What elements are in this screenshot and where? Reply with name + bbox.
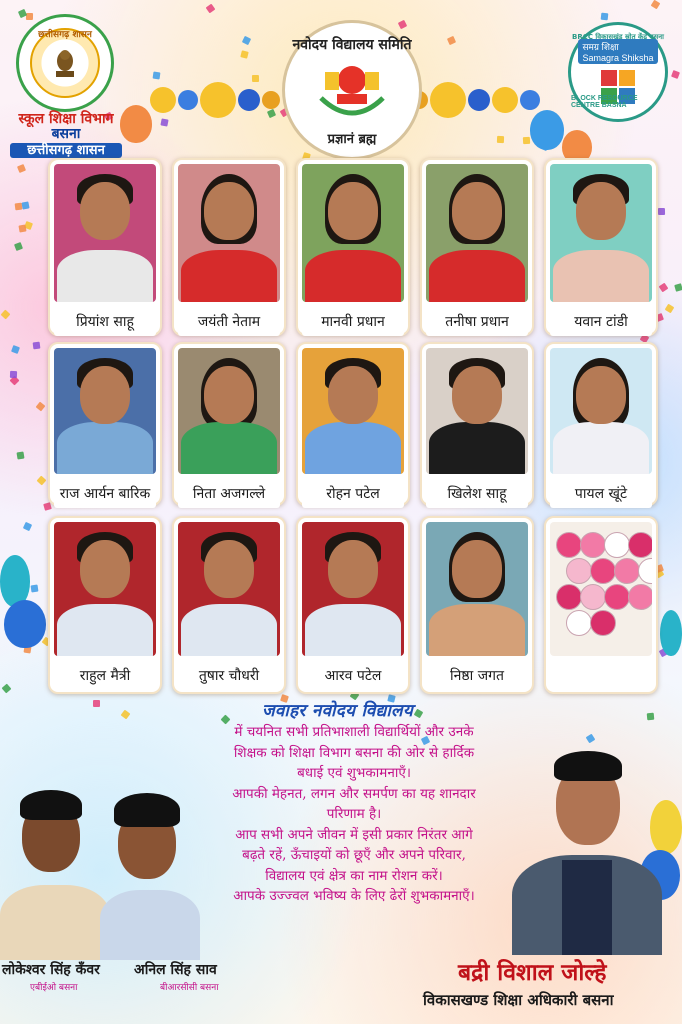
confetti-piece xyxy=(447,36,456,45)
confetti-piece xyxy=(10,371,17,378)
confetti-piece xyxy=(601,13,609,21)
confetti-piece xyxy=(35,402,45,412)
flower-garland-left xyxy=(150,80,280,120)
student-photo xyxy=(302,348,404,474)
message-line: आप सभी अपने जीवन में इसी प्रकार निरंतर आगे xyxy=(235,826,473,843)
student-uniform xyxy=(305,250,401,302)
confetti-piece xyxy=(37,476,47,486)
samagra-badge-hindi: समग्र शिक्षा xyxy=(582,41,619,52)
confetti-piece xyxy=(17,163,26,172)
confetti-piece xyxy=(120,709,130,719)
student-photo xyxy=(302,164,404,302)
rose-icon xyxy=(614,558,640,584)
student-uniform xyxy=(429,422,525,474)
student-face xyxy=(80,182,130,240)
officer-role: विकासखण्ड शिक्षा अधिकारी बसना xyxy=(423,991,614,1009)
student-card xyxy=(296,158,410,336)
student-photo xyxy=(54,522,156,656)
student-name: निता अजगल्ले xyxy=(178,478,280,508)
department-name xyxy=(10,112,122,158)
rose-icon xyxy=(556,532,582,558)
student-name: प्रियांश साहू xyxy=(54,306,156,336)
department-line-3: छत्तीसगढ़ शासन xyxy=(10,143,122,158)
person-left-2-role: बीआरसीसी बसना xyxy=(160,983,219,993)
person-photo-left-1 xyxy=(0,780,110,960)
student-card xyxy=(544,158,658,336)
message-line: शिक्षक को शिक्षा विभाग बसना की ओर से हार्दिक xyxy=(233,744,475,761)
emblem-ring-text: छत्तीसगढ़ शासन xyxy=(38,30,92,40)
student-uniform xyxy=(305,604,401,656)
confetti-piece xyxy=(674,283,682,292)
student-name: मानवी प्रधान xyxy=(302,306,404,336)
flower-garland-right xyxy=(410,80,540,120)
confetti-piece xyxy=(414,709,424,719)
student-photo xyxy=(178,522,280,656)
student-uniform xyxy=(57,422,153,474)
student-photo xyxy=(426,164,528,302)
jnv-logo xyxy=(282,20,422,160)
student-face xyxy=(328,540,378,598)
rose-icon xyxy=(580,532,606,558)
person-left-1-name: लोकेश्वर सिंह कँवर xyxy=(2,962,100,978)
confetti-piece xyxy=(398,20,407,29)
student-photo xyxy=(178,348,280,474)
student-name: राज आर्यन बारिक xyxy=(54,478,156,508)
confetti-piece xyxy=(658,283,668,293)
student-face xyxy=(452,540,502,598)
message-line: परिणाम है। xyxy=(326,806,382,822)
message-line: आपकी मेहनत, लगन और समर्पण का यह शानदार xyxy=(232,785,476,802)
student-photo xyxy=(550,348,652,474)
confetti-piece xyxy=(1,310,11,320)
student-face xyxy=(204,366,254,424)
officer-name: बद्री विशाल जोल्हे xyxy=(458,959,607,986)
confetti-piece xyxy=(43,502,52,511)
jnv-logo-top-text: नवोदय विद्यालय समिति xyxy=(292,37,412,53)
student-face xyxy=(452,366,502,424)
student-card xyxy=(48,158,162,336)
student-face xyxy=(80,540,130,598)
student-uniform xyxy=(181,604,277,656)
confetti-piece xyxy=(206,3,216,13)
confetti-piece xyxy=(658,208,665,215)
rose-icon xyxy=(590,610,616,636)
confetti-piece xyxy=(646,713,654,721)
student-face xyxy=(80,366,130,424)
student-uniform xyxy=(553,250,649,302)
chhattisgarh-emblem xyxy=(16,14,114,112)
rose-icon xyxy=(580,584,606,610)
officer-photo xyxy=(512,745,662,955)
confetti-piece xyxy=(497,136,504,143)
confetti-piece xyxy=(11,345,20,354)
student-uniform xyxy=(429,250,525,302)
student-face xyxy=(328,182,378,240)
rose-icon xyxy=(628,532,652,558)
department-line-1: स्कूल शिक्षा विभाग xyxy=(18,111,114,127)
student-face xyxy=(328,366,378,424)
student-card xyxy=(172,516,286,694)
student-photo xyxy=(426,348,528,474)
rose-icon xyxy=(566,558,592,584)
flower-bouquet-image xyxy=(550,522,652,656)
student-uniform xyxy=(57,250,153,302)
student-name: रोहन पटेल xyxy=(302,478,404,508)
department-line-2: बसना xyxy=(51,126,81,142)
school-title: जवाहर नवोदय विद्यालय xyxy=(262,701,414,721)
rose-icon xyxy=(566,610,592,636)
samagra-shiksha-emblem xyxy=(568,22,668,122)
confetti-piece xyxy=(93,700,100,707)
student-card xyxy=(420,342,534,506)
student-uniform xyxy=(181,422,277,474)
student-name: तनीषा प्रधान xyxy=(426,306,528,336)
student-photo xyxy=(302,522,404,656)
student-face xyxy=(204,182,254,240)
student-card xyxy=(544,516,658,694)
confetti-piece xyxy=(2,684,12,694)
rose-icon xyxy=(638,558,652,584)
student-uniform xyxy=(57,604,153,656)
student-name: पायल खूंटे xyxy=(550,478,652,508)
student-card xyxy=(48,342,162,506)
balloon-decoration xyxy=(660,610,682,656)
jnv-emblem-icon xyxy=(315,58,389,122)
student-card xyxy=(544,342,658,506)
student-photo xyxy=(54,164,156,302)
confetti-piece xyxy=(23,522,32,531)
confetti-piece xyxy=(240,51,248,59)
confetti-piece xyxy=(152,72,160,80)
confetti-piece xyxy=(22,202,30,210)
confetti-piece xyxy=(671,70,680,79)
student-card xyxy=(296,516,410,694)
message-line: बधाई एवं शुभकामनाएँ। xyxy=(297,765,411,781)
congratulation-message xyxy=(168,722,540,907)
student-face xyxy=(204,540,254,598)
confetti-piece xyxy=(523,137,530,144)
student-uniform xyxy=(553,422,649,474)
rose-icon xyxy=(628,584,652,610)
student-card xyxy=(296,342,410,506)
message-line: में चयनित सभी प्रतिभाशाली विद्यार्थियों और उनके xyxy=(234,724,474,740)
student-card xyxy=(48,516,162,694)
student-face xyxy=(576,182,626,240)
person-left-1-role: एबीईओ बसना xyxy=(30,983,78,993)
student-photo xyxy=(426,522,528,656)
student-card xyxy=(420,158,534,336)
message-line: विद्यालय एवं क्षेत्र का नाम रोशन करें। xyxy=(265,867,443,884)
samagra-badge xyxy=(578,39,657,64)
confetti-piece xyxy=(15,203,23,211)
student-name: आरव पटेल xyxy=(302,660,404,690)
message-line: आपके उज्ज्वल भविष्य के लिए ढेरों शुभकामनाएँ। xyxy=(233,888,475,904)
rose-icon xyxy=(590,558,616,584)
student-uniform xyxy=(181,250,277,302)
emblem-ring-top: BRCC विकासखंड स्रोत केंद्र बसना xyxy=(572,33,664,41)
confetti-piece xyxy=(30,585,38,593)
emblem-ring-bottom: BLOCK RESOURCE CENTRE BASNA xyxy=(571,95,638,109)
student-name: तुषार चौधरी xyxy=(178,660,280,690)
confetti-piece xyxy=(241,36,250,45)
student-name: खिलेश साहू xyxy=(426,478,528,508)
student-face xyxy=(576,366,626,424)
rose-icon xyxy=(604,532,630,558)
student-name: जयंती नेताम xyxy=(178,306,280,336)
confetti-piece xyxy=(651,0,661,9)
student-photo xyxy=(178,164,280,302)
message-line: बढ़ते रहें, ऊँचाइयों को छूएँ और अपने परिवार, xyxy=(242,847,466,863)
jnv-logo-motto: प्रज्ञानं ब्रह्म xyxy=(327,132,377,147)
balloon-decoration xyxy=(4,600,46,648)
confetti-piece xyxy=(585,733,595,743)
student-photo xyxy=(550,164,652,302)
confetti-piece xyxy=(32,342,40,350)
student-card xyxy=(172,158,286,336)
person-photo-left-2 xyxy=(100,785,200,960)
ashoka-lion-icon xyxy=(52,47,78,79)
student-photo xyxy=(54,348,156,474)
confetti-piece xyxy=(16,451,24,459)
student-card xyxy=(172,342,286,506)
student-name: निष्ठा जगत xyxy=(426,660,528,690)
student-name: राहुल मैत्री xyxy=(54,660,156,690)
confetti-piece xyxy=(14,242,23,251)
rose-icon xyxy=(604,584,630,610)
confetti-piece xyxy=(18,224,26,232)
student-card xyxy=(420,516,534,694)
samagra-badge-english: Samagra Shiksha xyxy=(582,52,654,63)
student-name: यवान टांडी xyxy=(550,306,652,336)
confetti-piece xyxy=(664,303,674,313)
student-uniform xyxy=(429,604,525,656)
rose-icon xyxy=(556,584,582,610)
balloon-decoration xyxy=(120,105,152,143)
person-left-2-name: अनिल सिंह साव xyxy=(134,962,217,978)
student-uniform xyxy=(305,422,401,474)
student-face xyxy=(452,182,502,240)
